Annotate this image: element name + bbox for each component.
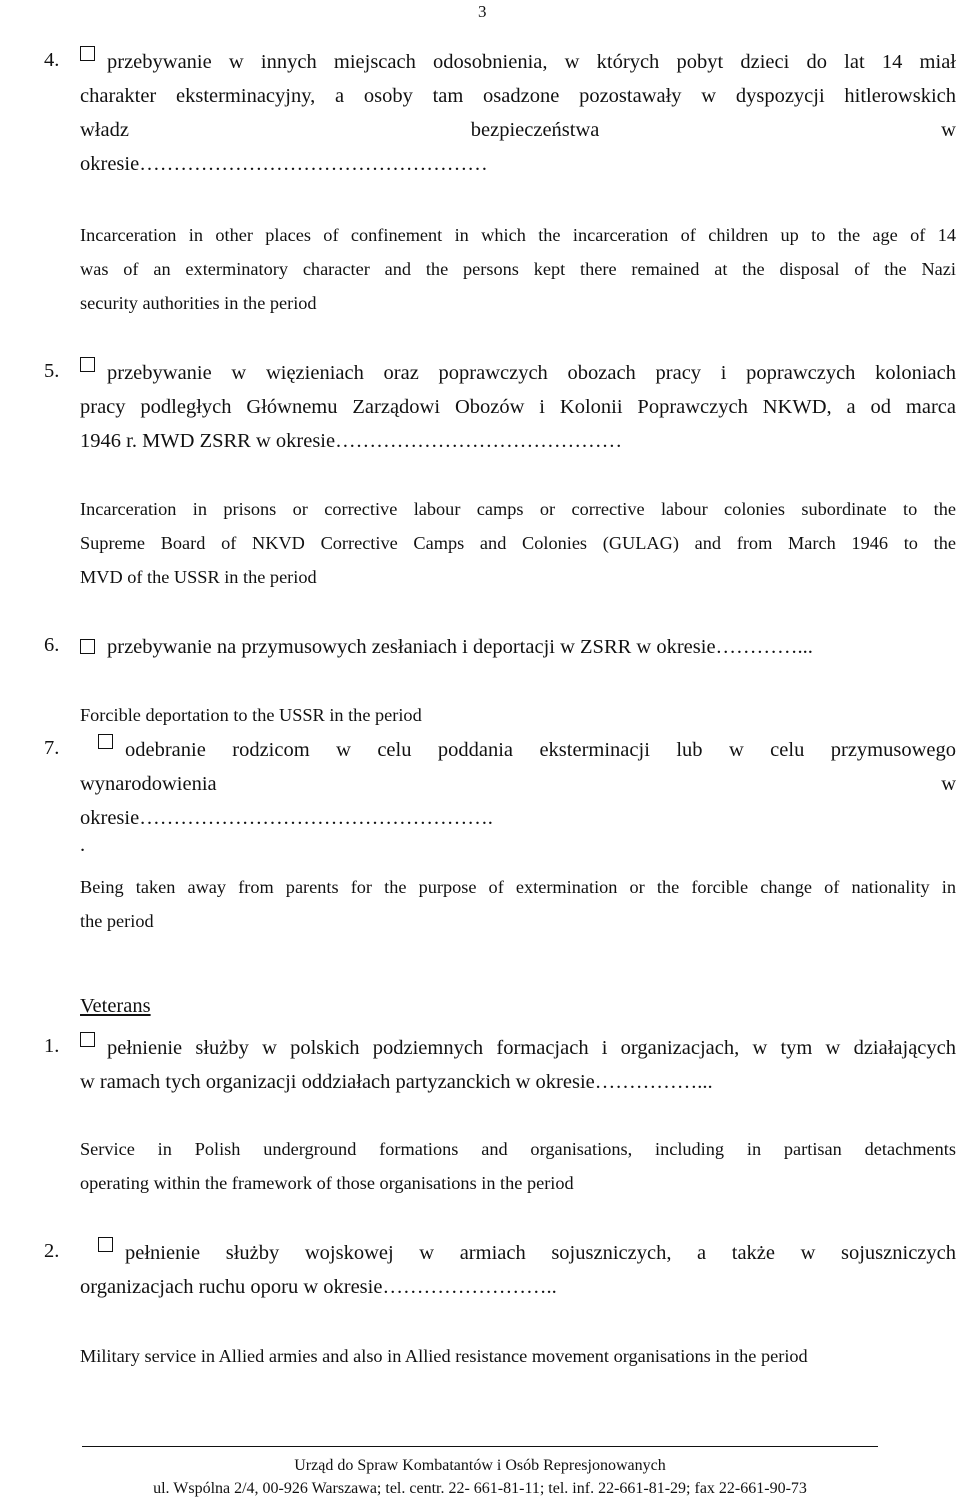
translation-line: Incarceration in other places of confinement in which the incarceration of children up to the age of 14 [80, 225, 956, 245]
checkbox[interactable] [80, 639, 95, 654]
item-spread-line [80, 767, 956, 801]
translation-line: security authorities in the period [80, 293, 317, 313]
translation-line: Forcible deportation to the USSR in the period [80, 705, 422, 725]
translation-line: was of an exterminatory character and the persons kept there remained at the disposal of the Nazi [80, 259, 956, 279]
item-number: 1. [44, 1035, 60, 1057]
item-text-line: organizacjach ruchu oporu w okresie…………………….. [80, 1276, 557, 1298]
item-text-line: pełnienie służby wojskowej w armiach sojuszniczych, a także w sojuszniczych [125, 1242, 956, 1264]
item-text-line: przebywanie na przymusowych zesłaniach i deportacji w ZSRR w okresie…………... [107, 636, 813, 658]
item-text-line: okresie…………………………………………… [80, 153, 488, 175]
checkbox[interactable] [80, 357, 95, 372]
spread-word: w [941, 773, 956, 795]
footer-divider [82, 1446, 878, 1447]
section-heading: Veterans [80, 995, 151, 1017]
item-number: 5. [44, 360, 60, 382]
item-number: 7. [44, 737, 60, 759]
item-number: 4. [44, 49, 60, 71]
translation-line: Military service in Allied armies and also in Allied resistance movement organisations in the period [80, 1346, 808, 1366]
checkbox[interactable] [98, 734, 113, 749]
checkbox[interactable] [80, 46, 95, 61]
item-text-dot: . [80, 834, 86, 856]
item-number: 6. [44, 634, 60, 656]
spread-word: bezpieczeństwa [470, 119, 600, 141]
item-text-line: pracy podległych Głównemu Zarządowi Obozów i Kolonii Poprawczych NKWD, a od marca [80, 396, 956, 418]
item-text-line: pełnienie służby w polskich podziemnych formacjach i organizacjach, w tym w działających [107, 1037, 956, 1059]
checkbox[interactable] [98, 1237, 113, 1252]
spread-word: wynarodowienia [80, 773, 217, 795]
translation-line: Being taken away from parents for the purpose of extermination or the forcible change of nationality in [80, 877, 956, 897]
footer-office-name: Urząd do Spraw Kombatantów i Osób Represjonowanych [294, 1457, 666, 1474]
translation-line: operating within the framework of those organisations in the period [80, 1173, 574, 1193]
footer-address: ul. Wspólna 2/4, 00-926 Warszawa; tel. centr. 22- 661-81-11; tel. inf. 22-661-81-29; fax 22-661-90-73 [153, 1480, 807, 1497]
item-text-line: 1946 r. MWD ZSRR w okresie…………………………………… [80, 430, 623, 452]
item-text-line: w ramach tych organizacji oddziałach partyzanckich w okresie……………... [80, 1071, 713, 1093]
spread-word: władz [80, 119, 129, 141]
item-text-line: charakter eksterminacyjny, a osoby tam osadzone pozostawały w dyspozycji hitlerowskich [80, 85, 956, 107]
item-text-line: przebywanie w więzieniach oraz poprawczych obozach pracy i poprawczych koloniach [107, 362, 956, 384]
item-spread-line [80, 113, 956, 147]
spread-word: w [941, 119, 956, 141]
translation-line: Service in Polish underground formations and organisations, including in partisan detachments [80, 1139, 956, 1159]
translation-line: Supreme Board of NKVD Corrective Camps and Colonies (GULAG) and from March 1946 to the [80, 533, 956, 553]
page-number: 3 [478, 2, 487, 21]
checkbox[interactable] [80, 1032, 95, 1047]
item-text-line: przebywanie w innych miejscach odosobnienia, w których pobyt dzieci do lat 14 miał [107, 51, 956, 73]
translation-line: the period [80, 911, 154, 931]
translation-line: Incarceration in prisons or corrective labour camps or corrective labour colonies subordinate to the [80, 499, 956, 519]
translation-line: MVD of the USSR in the period [80, 567, 317, 587]
item-text-line: odebranie rodzicom w celu poddania eksterminacji lub w celu przymusowego [125, 739, 956, 761]
item-number: 2. [44, 1240, 60, 1262]
item-text-line: okresie……………………………………………. [80, 807, 493, 829]
